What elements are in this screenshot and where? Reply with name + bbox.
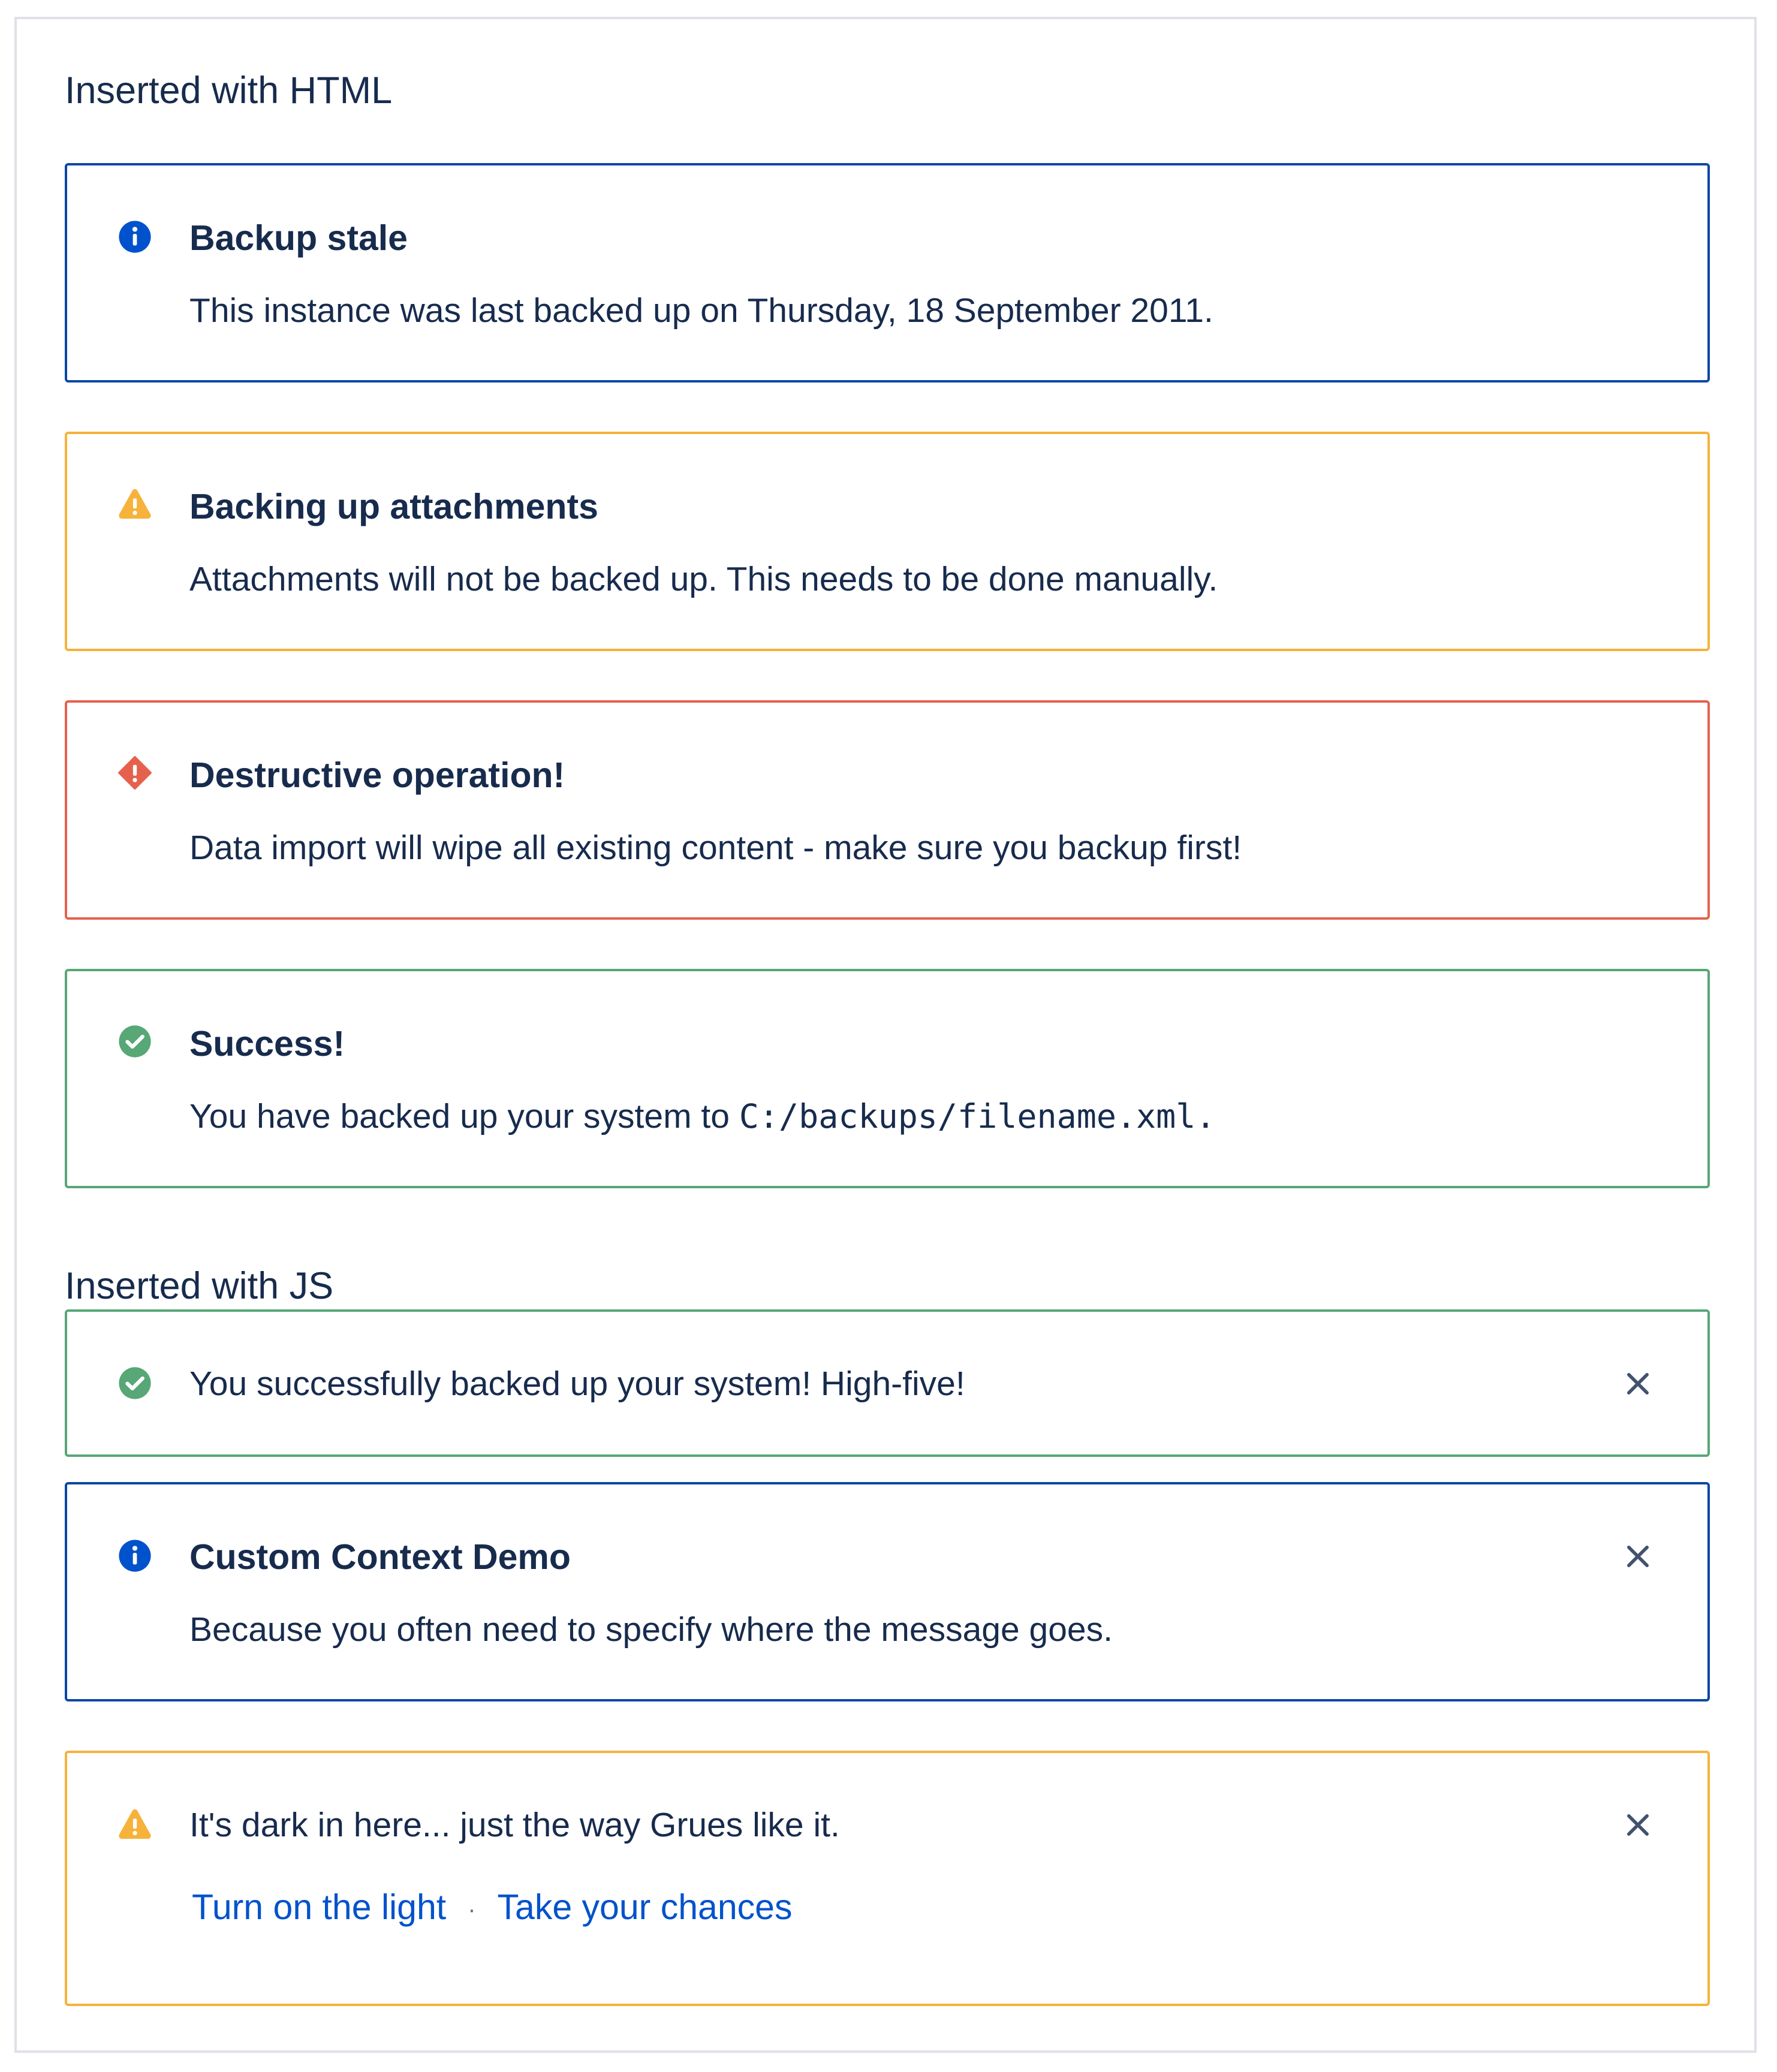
message-body [189, 1097, 1216, 1136]
action-separator: · [468, 1896, 476, 1923]
take-your-chances-link[interactable]: Take your chances [497, 1887, 793, 1927]
success-message-backup [65, 969, 1710, 1188]
success-icon [118, 1024, 152, 1059]
message-title: Backup stale [189, 218, 408, 258]
info-icon [118, 219, 152, 254]
section-heading-html: Inserted with HTML [65, 70, 393, 112]
error-icon [118, 755, 152, 790]
info-message-backup-stale [65, 163, 1710, 383]
close-icon[interactable] [1622, 1809, 1653, 1841]
warning-message-grues [65, 1751, 1710, 2006]
warning-icon [118, 1807, 152, 1842]
message-title: Success! [189, 1024, 345, 1064]
error-message-destructive [65, 700, 1710, 920]
message-title: Custom Context Demo [189, 1537, 571, 1577]
close-icon[interactable] [1622, 1368, 1653, 1399]
success-icon [118, 1366, 152, 1401]
message-body: Data import will wipe all existing content - make sure you backup first! [189, 829, 1242, 867]
message-body: Attachments will not be backed up. This needs to be done manually. [189, 560, 1218, 598]
message-body: It's dark in here... just the way Grues like it. [189, 1806, 840, 1844]
warning-icon [118, 487, 152, 522]
info-icon [118, 1538, 152, 1573]
message-body: Because you often need to specify where the message goes. [189, 1610, 1113, 1649]
message-title: Destructive operation! [189, 755, 565, 795]
section-heading-js: Inserted with JS [65, 1265, 334, 1307]
message-title: Backing up attachments [189, 487, 598, 526]
info-message-custom-context [65, 1482, 1710, 1701]
message-body: You successfully backed up your system! High-five! [189, 1365, 965, 1403]
close-icon[interactable] [1622, 1541, 1653, 1572]
message-body: This instance was last backed up on Thursday, 18 September 2011. [189, 291, 1213, 330]
backup-file-path: C:/backups/filename.xml. [739, 1097, 1216, 1136]
turn-on-light-link[interactable]: Turn on the light [192, 1887, 447, 1927]
warning-message-attachments [65, 432, 1710, 651]
message-body-text: You have backed up your system to [189, 1097, 739, 1136]
success-message-high-five [65, 1309, 1710, 1457]
message-actions [192, 1887, 793, 1927]
